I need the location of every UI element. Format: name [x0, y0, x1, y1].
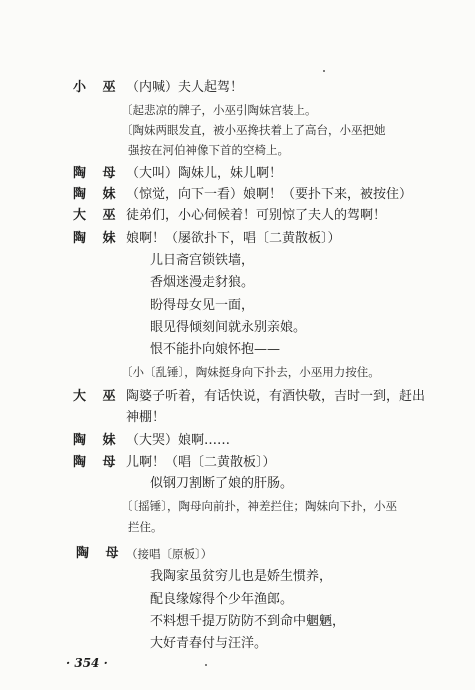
sung-verse: 眼见得倾刻间就永别亲娘。 [150, 320, 307, 335]
sung-verse: 似钢刀割断了娘的肝肠。 [150, 476, 294, 491]
speaker-label: 陶 妹 [73, 187, 122, 202]
speaker-label: 陶 母 [73, 455, 122, 470]
sung-verse: 大好青春付与汪洋。 [150, 636, 268, 651]
sung-verse: 香烟迷漫走豺狼。 [150, 275, 255, 290]
stage-direction: 〔起悲凉的牌子，小巫引陶妹宫装上。 [121, 103, 317, 117]
print-speck [323, 70, 325, 72]
speaker-label: 陶 母 [76, 546, 125, 561]
speaker-label: 陶 妹 [73, 231, 122, 246]
sung-verse: 我陶家虽贫穷儿也是娇生惯养， [150, 569, 333, 584]
stage-direction: 强按在河伯神像下首的空椅上。 [128, 143, 289, 157]
stage-direction: 〔陶妹两眼发直，被小巫搀扶着上了高台，小巫把她 [121, 123, 386, 137]
dialogue-line: 娘啊！（屡欲扑下，唱〔二黄散板〕） [126, 231, 341, 246]
sung-verse: 盼得母女见一面， [150, 298, 255, 313]
stage-direction: 〔小〔乱锤〕，陶妹挺身向下扑去，小巫用力按住。 [121, 365, 380, 379]
dialogue-line: （惊觉，向下一看）娘啊！（要扑下来，被按住） [126, 187, 413, 202]
speaker-label: 大 巫 [73, 208, 122, 223]
speaker-label: 陶 妹 [73, 433, 122, 448]
speaker-label: 大 巫 [73, 389, 122, 404]
sung-verse: 不料想千提万防防不到命中魍魉， [150, 614, 346, 629]
sung-verse: 儿日斋宫锁铁墙， [150, 253, 255, 268]
dialogue-line: 儿啊！（唱〔二黄散板〕） [126, 455, 276, 470]
dialogue-line: （内喊）夫人起驾！ [126, 80, 244, 95]
sung-verse: 配良缘嫁得个少年渔郎。 [150, 592, 294, 607]
dialogue-line: （接唱〔原板〕） [126, 547, 213, 561]
stage-direction: 〔〔摇锤〕，陶母向前扑，神差拦住；陶妹向下扑，小巫 [121, 499, 397, 513]
dialogue-line: （大叫）陶妹儿，妹儿啊！ [126, 166, 283, 181]
speaker-label: 陶 母 [73, 166, 122, 181]
stage-direction: 拦住。 [128, 520, 163, 534]
print-speck [205, 664, 207, 666]
dialogue-line: 陶婆子听着，有话快说，有酒快敬，吉时一到，赶出 [126, 389, 426, 404]
dialogue-line: 神棚！ [126, 410, 166, 425]
sung-verse: 恨不能扑向娘怀抱—— [150, 342, 281, 357]
page-number: · 354 · [66, 656, 108, 670]
speaker-label: 小 巫 [73, 80, 122, 95]
dialogue-line: 徒弟们，小心伺候着！可别惊了夫人的驾啊！ [126, 208, 387, 223]
dialogue-line: （大哭）娘啊…… [126, 433, 231, 448]
